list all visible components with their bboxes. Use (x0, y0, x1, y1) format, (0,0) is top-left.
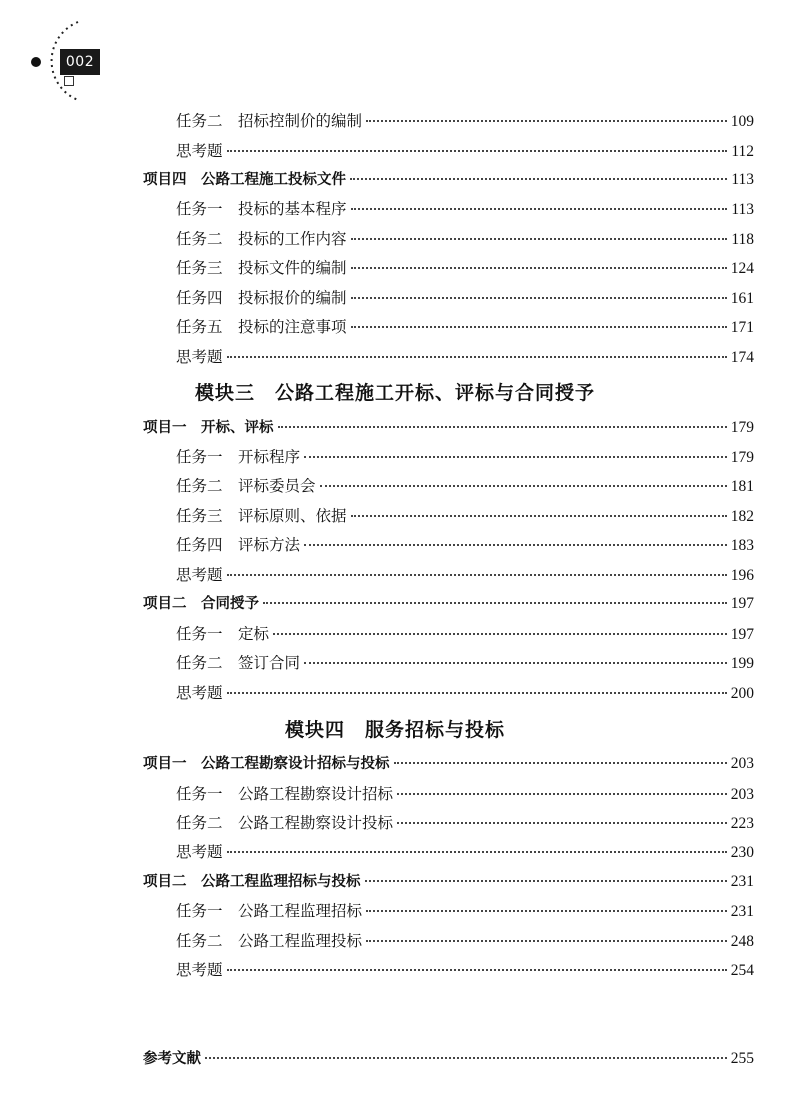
toc-page-number: 231 (730, 873, 754, 890)
dot-leader (366, 940, 727, 942)
dot-leader (227, 969, 727, 971)
toc-project-entry[interactable] (143, 870, 754, 898)
toc-entry-label: 项目四 公路工程施工投标文件 (143, 172, 346, 188)
toc-task-entry[interactable] (176, 227, 754, 255)
dot-leader (351, 297, 727, 299)
dot-leader (205, 1057, 727, 1059)
dot-leader (351, 515, 727, 517)
dot-leader (366, 910, 727, 912)
toc-entry-label: 任务二 签订合同 (176, 654, 301, 672)
toc-entry-label: 思考题 (176, 142, 223, 160)
toc-task-entry[interactable] (176, 899, 754, 927)
dot-leader (320, 485, 727, 487)
toc-entry-label: 思考题 (176, 961, 223, 979)
toc-entry-label: 任务一 投标的基本程序 (176, 200, 347, 218)
toc-page-number: 199 (730, 655, 754, 672)
toc-task-entry[interactable] (176, 445, 754, 473)
toc-page-number: 171 (730, 319, 754, 336)
toc-page-number: 197 (730, 595, 754, 612)
toc-task-entry[interactable] (176, 681, 754, 709)
dot-leader (227, 574, 727, 576)
dot-leader (278, 426, 727, 428)
dot-leader (350, 178, 727, 180)
dot-leader (263, 602, 727, 604)
dot-leader (227, 150, 728, 152)
dot-leader (304, 662, 727, 664)
toc-entry-label: 思考题 (176, 684, 223, 702)
toc-task-entry[interactable] (176, 622, 754, 650)
toc-task-entry[interactable] (176, 533, 754, 561)
toc-page-number: 174 (730, 349, 754, 366)
toc-page-number: 230 (730, 844, 754, 861)
toc-task-entry[interactable] (176, 840, 754, 868)
toc-page-number: 109 (730, 113, 754, 130)
toc-entry-label: 任务四 评标方法 (176, 536, 301, 554)
toc-page-number: 179 (730, 449, 754, 466)
toc-task-entry[interactable] (176, 109, 754, 137)
toc-project-entry[interactable] (143, 168, 754, 196)
toc-page-number: 124 (730, 260, 754, 277)
toc-page-number: 197 (730, 626, 754, 643)
toc-task-entry[interactable] (176, 139, 754, 167)
toc-entry-label: 项目一 公路工程勘察设计招标与投标 (143, 756, 390, 772)
dot-leader (227, 851, 727, 853)
toc-page-number: 179 (730, 419, 754, 436)
toc-entry-label: 任务二 评标委员会 (176, 477, 316, 495)
dot-leader (351, 238, 728, 240)
toc-entry-label: 任务一 公路工程监理招标 (176, 902, 363, 920)
toc-entry-label: 思考题 (176, 348, 223, 366)
module-heading: 模块三 公路工程施工开标、评标与合同授予 (194, 382, 595, 404)
toc-entry-label: 参考文献 (143, 1051, 201, 1067)
toc-project-entry[interactable] (143, 592, 754, 620)
toc-task-entry[interactable] (176, 958, 754, 986)
toc-page-number: 182 (730, 508, 754, 525)
toc-entry-label: 思考题 (176, 843, 223, 861)
toc-entry-label: 任务三 评标原则、依据 (176, 507, 347, 525)
toc-task-entry[interactable] (176, 286, 754, 314)
toc-page-number: 112 (731, 143, 754, 160)
toc-task-entry[interactable] (176, 563, 754, 591)
toc-entry-label: 任务二 投标的工作内容 (176, 230, 347, 248)
toc-page-number: 113 (731, 201, 754, 218)
dot-leader (351, 208, 728, 210)
dot-leader (351, 326, 727, 328)
toc-page-number: 231 (730, 903, 754, 920)
toc-page-number: 196 (730, 567, 754, 584)
dot-leader (394, 762, 727, 764)
dot-leader (227, 692, 727, 694)
dot-leader (304, 456, 727, 458)
dot-leader (351, 267, 727, 269)
dot-leader (397, 822, 727, 824)
dot-leader (304, 544, 727, 546)
toc-page-number: 200 (730, 685, 754, 702)
toc-task-entry[interactable] (176, 474, 754, 502)
toc-entry-label: 任务五 投标的注意事项 (176, 318, 347, 336)
dot-leader (273, 633, 727, 635)
dot-leader (366, 120, 727, 122)
dot-leader (397, 793, 727, 795)
toc-task-entry[interactable] (176, 782, 754, 810)
toc-page-number: 118 (731, 231, 754, 248)
dot-leader (365, 880, 727, 882)
toc-task-entry[interactable] (176, 256, 754, 284)
toc-task-entry[interactable] (176, 929, 754, 957)
toc-entry-label: 任务一 定标 (176, 625, 270, 643)
toc-page-number: 248 (730, 933, 754, 950)
toc-page-number: 113 (731, 171, 754, 188)
toc-references-entry[interactable] (143, 1047, 754, 1075)
toc-page-number: 223 (730, 815, 754, 832)
toc-task-entry[interactable] (176, 197, 754, 225)
toc-task-entry[interactable] (176, 345, 754, 373)
toc-page-number: 161 (730, 290, 754, 307)
page-number-badge: 002 (60, 49, 100, 75)
toc-entry-label: 任务二 公路工程监理投标 (176, 932, 363, 950)
toc-page-number: 203 (730, 755, 754, 772)
toc-task-entry[interactable] (176, 315, 754, 343)
toc-entry-label: 任务四 投标报价的编制 (176, 289, 347, 307)
toc-entry-label: 任务一 公路工程勘察设计招标 (176, 785, 394, 803)
toc-task-entry[interactable] (176, 811, 754, 839)
toc-project-entry[interactable] (143, 416, 754, 444)
toc-page-number: 255 (730, 1050, 754, 1067)
toc-page-number: 254 (730, 962, 754, 979)
bullet-dot-icon (31, 57, 41, 67)
toc-entry-label: 项目二 合同授予 (143, 596, 259, 612)
toc-task-entry[interactable] (176, 504, 754, 532)
toc-entry-label: 思考题 (176, 566, 223, 584)
square-marker-icon (64, 76, 74, 86)
toc-page-number: 203 (730, 786, 754, 803)
toc-page-number: 181 (730, 478, 754, 495)
toc-entry-label: 项目二 公路工程监理招标与投标 (143, 874, 361, 890)
toc-page-number: 183 (730, 537, 754, 554)
toc-entry-label: 任务一 开标程序 (176, 448, 301, 466)
dot-leader (227, 356, 727, 358)
toc-entry-label: 任务二 公路工程勘察设计投标 (176, 814, 394, 832)
toc-task-entry[interactable] (176, 651, 754, 679)
toc-entry-label: 任务二 招标控制价的编制 (176, 112, 363, 130)
module-heading: 模块四 服务招标与投标 (284, 719, 505, 741)
toc-project-entry[interactable] (143, 752, 754, 780)
toc-entry-label: 任务三 投标文件的编制 (176, 259, 347, 277)
toc-entry-label: 项目一 开标、评标 (143, 420, 274, 436)
